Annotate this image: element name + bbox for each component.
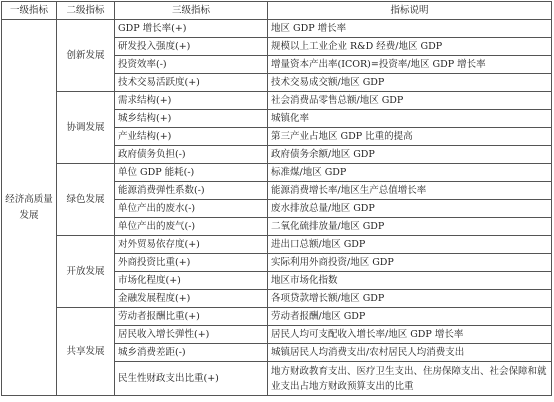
group-sharing: 共享发展 — [57, 308, 115, 396]
indicator-cell: 城乡结构(+) — [115, 110, 268, 128]
description-cell: 地区市场化指数 — [268, 272, 552, 290]
indicator-cell: 能源消费弹性系数(-) — [115, 182, 268, 200]
indicator-cell: 市场化程度(+) — [115, 272, 268, 290]
description-cell: 第三产业占地区 GDP 比重的提高 — [268, 128, 552, 146]
group-innovation: 创新发展 — [57, 20, 115, 92]
indicator-cell: 投资效率(-) — [115, 56, 268, 74]
description-cell: 居民人均可支配收入增长率/地区 GDP 增长率 — [268, 326, 552, 344]
table-row — [2, 92, 552, 110]
indicator-cell: 劳动者报酬比重(+) — [115, 308, 268, 326]
group-openness: 开放发展 — [57, 236, 115, 308]
description-cell: 政府债务余额/地区 GDP — [268, 146, 552, 164]
indicator-cell: 单位产出的废水(-) — [115, 200, 268, 218]
table-body — [2, 20, 552, 396]
description-cell: 地方财政教育支出、医疗卫生支出、住房保障支出、社会保障和就业支出占地方财政预算支出的比重 — [268, 362, 552, 396]
indicator-cell: 外商投资比重(+) — [115, 254, 268, 272]
description-cell: 废水排放总量/地区 GDP — [268, 200, 552, 218]
level1-cell: 经济高质量发展 — [2, 20, 57, 396]
description-cell: 各项贷款增长额/地区 GDP — [268, 290, 552, 308]
header-level2: 二级指标 — [57, 2, 115, 20]
group-coordination: 协调发展 — [57, 92, 115, 164]
indicator-cell: 研发投入强度(+) — [115, 38, 268, 56]
indicator-cell: 居民收入增长弹性(+) — [115, 326, 268, 344]
indicator-cell: 技术交易活跃度(+) — [115, 74, 268, 92]
table-row — [2, 164, 552, 182]
description-cell: 进出口总额/地区 GDP — [268, 236, 552, 254]
description-cell: 二氧化硫排放量/地区 GDP — [268, 218, 552, 236]
header-level3: 三级指标 — [115, 2, 268, 20]
indicator-table — [1, 1, 552, 396]
table-row — [2, 236, 552, 254]
header-description: 指标说明 — [268, 2, 552, 20]
table-row — [2, 20, 552, 38]
table-header — [2, 2, 552, 20]
description-cell: 地区 GDP 增长率 — [268, 20, 552, 38]
indicator-cell: 单位产出的废气(-) — [115, 218, 268, 236]
indicator-cell: GDP 增长率(+) — [115, 20, 268, 38]
description-cell: 技术交易成交额/地区 GDP — [268, 74, 552, 92]
description-cell: 标准煤/地区 GDP — [268, 164, 552, 182]
description-cell: 城镇化率 — [268, 110, 552, 128]
description-cell: 城镇居民人均消费支出/农村居民人均消费支出 — [268, 344, 552, 362]
indicator-cell: 民生性财政支出比重(+) — [115, 362, 268, 396]
description-cell: 实际利用外商投资/地区 GDP — [268, 254, 552, 272]
indicator-cell: 政府债务负担(-) — [115, 146, 268, 164]
header-level1: 一级指标 — [2, 2, 57, 20]
table-row — [2, 308, 552, 326]
description-cell: 规模以上工业企业 R&D 经费/地区 GDP — [268, 38, 552, 56]
description-cell: 增量资本产出率(ICOR)=投资率/地区 GDP 增长率 — [268, 56, 552, 74]
indicator-cell: 金融发展程度(+) — [115, 290, 268, 308]
indicator-cell: 对外贸易依存度(+) — [115, 236, 268, 254]
indicator-cell: 单位 GDP 能耗(-) — [115, 164, 268, 182]
indicator-cell: 需求结构(+) — [115, 92, 268, 110]
indicator-cell: 城乡消费差距(-) — [115, 344, 268, 362]
description-cell: 能源消费增长率/地区生产总值增长率 — [268, 182, 552, 200]
description-cell: 劳动者报酬/地区 GDP — [268, 308, 552, 326]
group-green: 绿色发展 — [57, 164, 115, 236]
description-cell: 社会消费品零售总额/地区 GDP — [268, 92, 552, 110]
header-row — [2, 2, 552, 20]
indicator-cell: 产业结构(+) — [115, 128, 268, 146]
